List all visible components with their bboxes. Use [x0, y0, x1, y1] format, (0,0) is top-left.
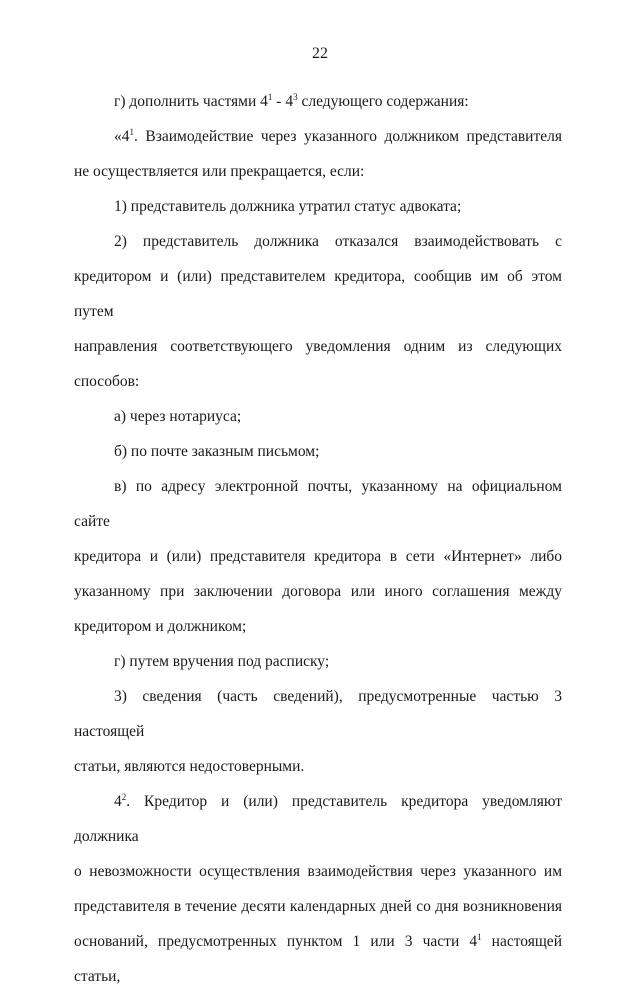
paragraph-line: кредитором и (или) представителем кредитора, сообщив им об этом путем [74, 268, 562, 320]
text-fragment: . Взаимодействие через указанного должником представителя [134, 128, 562, 145]
paragraph-line [74, 924, 562, 994]
superscript: 3 [293, 91, 298, 102]
text-fragment: - 4 [272, 93, 294, 110]
paragraph-4-2 [74, 784, 562, 994]
paragraph-sub-v [74, 469, 562, 644]
paragraph-sub-g: г) путем вручения под расписку; [114, 653, 330, 670]
paragraph-line: способов: [74, 373, 140, 390]
page-number: 22 [312, 45, 328, 62]
paragraph-item-2 [74, 224, 562, 399]
document-body [74, 84, 562, 994]
text-fragment: 4 [114, 793, 122, 810]
paragraph-4-1 [74, 119, 562, 189]
paragraph-line: кредитором и должником; [74, 618, 247, 635]
superscript: 2 [121, 791, 127, 802]
paragraph-line: 2) представитель должника отказался взаимодействовать с [114, 233, 562, 250]
paragraph-item-3 [74, 679, 562, 784]
text-fragment: . Кредитор и (или) представитель кредитора уведомляют должника [74, 793, 562, 845]
paragraph-line [74, 784, 562, 854]
paragraph-line: в) по адресу электронной почты, указанному на официальном сайте [74, 478, 562, 530]
paragraph-line: статьи, являются недостоверными. [74, 758, 305, 775]
text-fragment: г) дополнить частями 4 [114, 93, 268, 110]
paragraph-sub-a: а) через нотариуса; [114, 408, 242, 425]
paragraph-line: о невозможности осуществления взаимодействия через указанного им [74, 863, 562, 880]
paragraph-line: направления соответствующего уведомления одним из следующих [74, 338, 562, 355]
paragraph-line: указанному при заключении договора или иного соглашения между [74, 583, 562, 600]
paragraph-line: 3) сведения (часть сведений), предусмотренные частью 3 настоящей [74, 688, 562, 740]
text-fragment: «4 [114, 128, 130, 145]
paragraph-line: кредитора и (или) представителя кредитора в сети «Интернет» либо [74, 548, 562, 565]
paragraph-line: представителя в течение десяти календарных дней со дня возникновения [74, 898, 562, 915]
paragraph-item-1: 1) представитель должника утратил статус адвоката; [114, 198, 462, 215]
superscript: 1 [477, 931, 482, 942]
superscript: 1 [267, 91, 273, 102]
text-fragment: настоящей статьи, [74, 933, 562, 985]
superscript: 1 [129, 126, 134, 137]
text-fragment: следующего содержания: [297, 93, 469, 110]
paragraph-line [74, 119, 562, 154]
text-fragment: оснований, предусмотренных пунктом 1 или 3 части 4 [74, 933, 478, 950]
paragraph-amend-intro [74, 84, 562, 119]
paragraph-sub-b: б) по почте заказным письмом; [114, 443, 320, 460]
paragraph-line: не осуществляется или прекращается, если: [74, 163, 365, 180]
